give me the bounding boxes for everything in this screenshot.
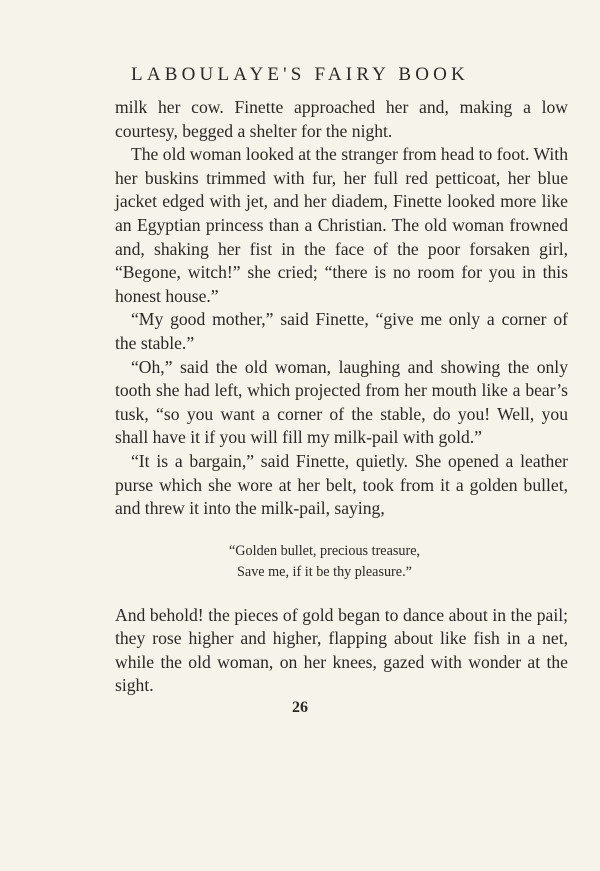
verse-block (115, 541, 568, 583)
running-head: LABOULAYE'S FAIRY BOOK (131, 64, 469, 85)
paragraph-continuation: milk her cow. Finette approached her and, making a low courtesy, begged a shelter for the night. (115, 97, 568, 141)
paragraph-gold-dance: And behold! the pieces of gold began to dance about in the pail; they rose higher and higher, flapping about like fish in a net, while the old woman, on her knees, gazed with wonder at the sight. (115, 604, 568, 696)
verse-line-2: Save me, if it be thy pleasure.” (237, 563, 412, 580)
verse-line-1: “Golden bullet, precious treasure, (229, 542, 421, 559)
page-number: 26 (292, 699, 308, 716)
paragraph-old-woman: The old woman looked at the stranger from head to foot. With her buskins trimmed with fur, her full red petticoat, her blue jacket edged with jet, and her diadem, Finette looked more like an Egyptian princess than a Christian. The old woman frowned and, shaking her fist in the face of the poor forsaken girl, “Begone, witch!” she cried; “there is no room for you in this honest house.” (115, 144, 568, 306)
paragraph-bargain: “It is a bargain,” said Finette, quietly. She opened a leather purse which she wore at her belt, took from it a golden bullet, and threw it into the milk-pail, saying, (115, 450, 568, 519)
paragraph-old-woman-laughing: “Oh,” said the old woman, laughing and showing the only tooth she had left, which projected from her mouth like a bear’s tusk, “so you want a corner of the stable, do you! Well, you shall have it if you will fill my milk-pail with gold.” (115, 356, 568, 448)
paragraph-finette-reply: “My good mother,” said Finette, “give me only a corner of the stable.” (115, 309, 568, 353)
page-body (115, 96, 568, 698)
